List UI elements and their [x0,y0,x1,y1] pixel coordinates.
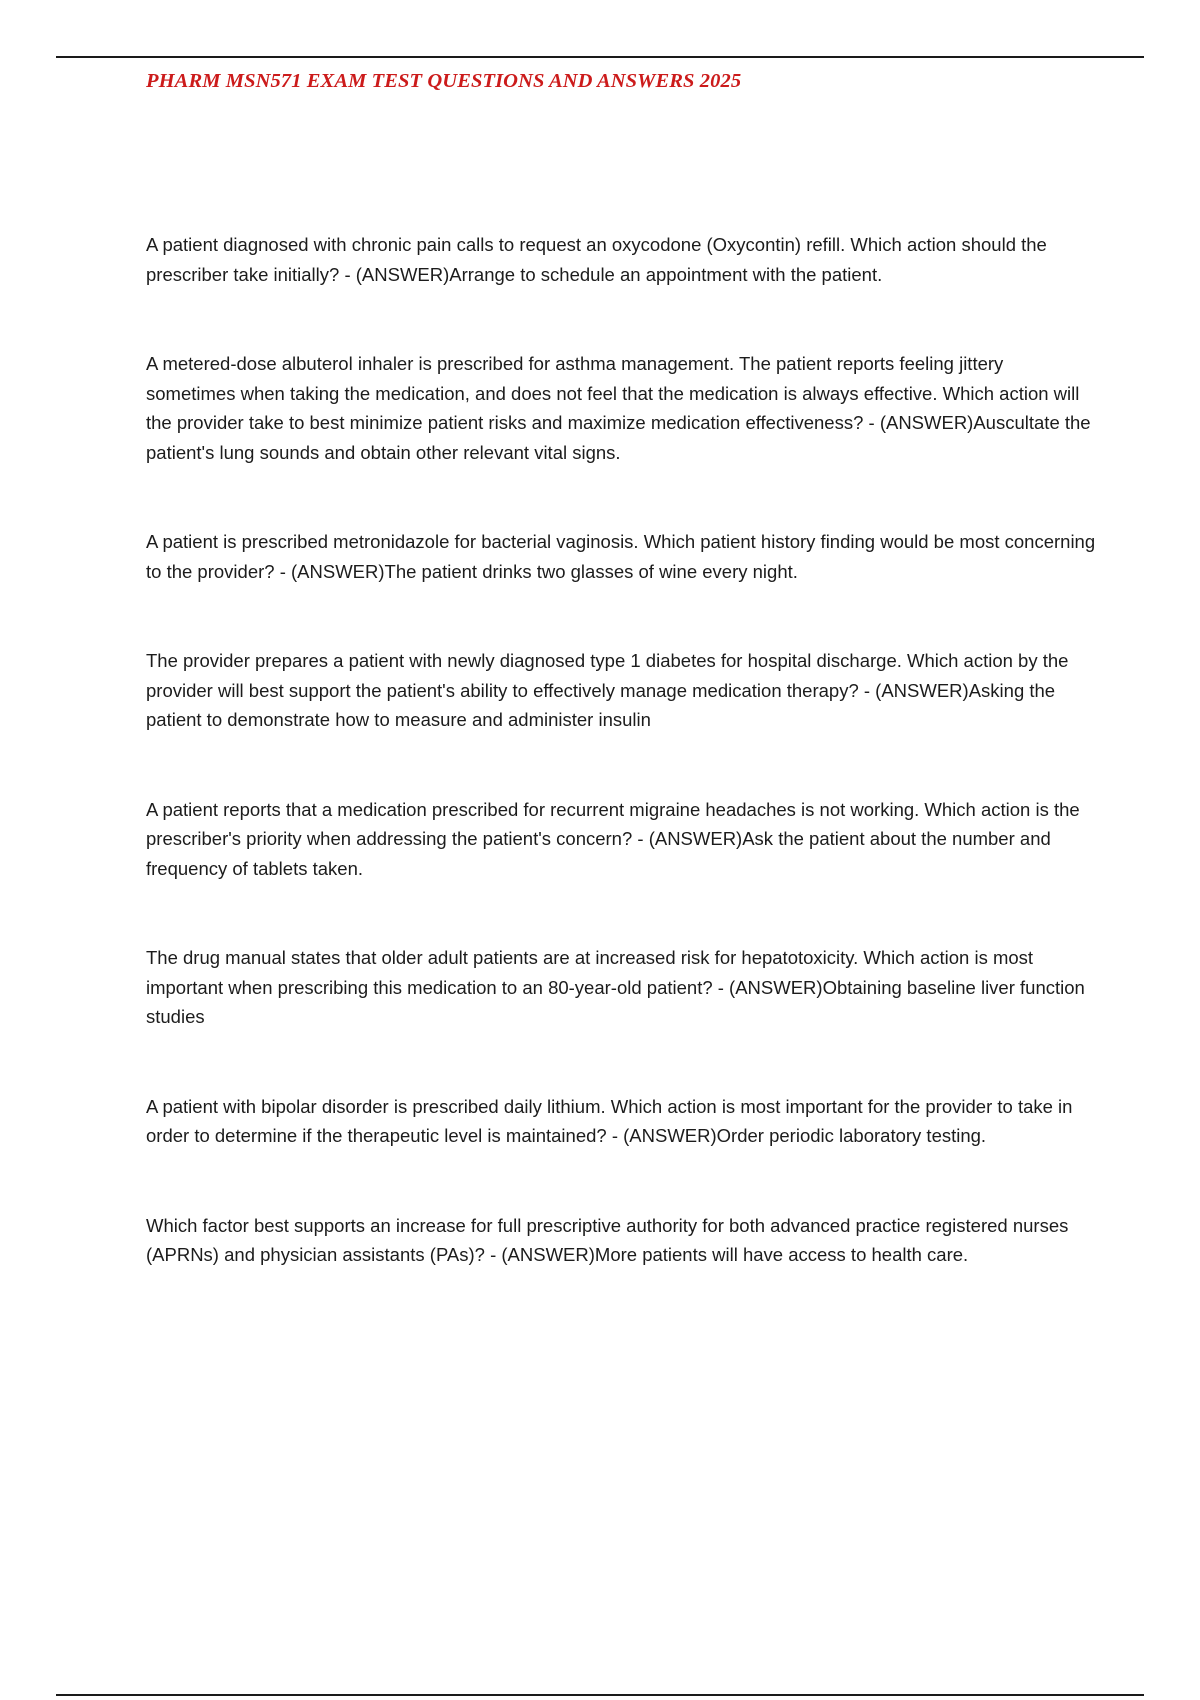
qa-item: Which factor best supports an increase for full prescriptive authority for both advanced practice registered nurses (APRNs) and physician assistants (PAs)? - (ANSWER)More patients will have access to health care. [146,1214,1069,1265]
qa-item: A patient with bipolar disorder is prescribed daily lithium. Which action is most important for the provider to take in order to determine if the therapeutic level is maintained? - (ANSWER)Order periodic laboratory testing. [146,1095,1073,1146]
document-title: PHARM MSN571 EXAM TEST QUESTIONS AND ANSWERS 2025 [146,70,742,92]
footer-rule [56,1694,1144,1696]
qa-list [146,230,1096,1330]
qa-item: A patient reports that a medication prescribed for recurrent migraine headaches is not working. Which action is the prescriber's priority when addressing the patient's concern? - (ANSWER)Ask the patient about the number and frequency of tablets taken. [146,798,1080,879]
qa-item: A patient is prescribed metronidazole for bacterial vaginosis. Which patient history finding would be most concerning to the provider? - (ANSWER)The patient drinks two glasses of wine every night. [146,531,1096,582]
qa-item: The provider prepares a patient with newly diagnosed type 1 diabetes for hospital discharge. Which action by the provider will best support the patient's ability to effectively manage medication therapy? - (ANSWER)Asking the patient to demonstrate how to measure and administer insulin [146,650,1069,730]
qa-item: A patient diagnosed with chronic pain calls to request an oxycodone (Oxycontin) refill. Which action should the prescriber take initially? - (ANSWER)Arrange to schedule an appointment with the patient. [146,234,1047,285]
qa-item: A metered-dose albuterol inhaler is prescribed for asthma management. The patient reports feeling jittery sometimes when taking the medication, and does not feel that the medication is always effective. Which action will the provider take to best minimize patient risks and maximize medication effectiveness? - (ANSWER)Auscultate the patient's lung sounds and obtain other relevant vital signs. [146,353,1091,463]
qa-item: The drug manual states that older adult patients are at increased risk for hepatotoxicity. Which action is most important when prescribing this medication to an 80-year-old patient? - (ANSWER)Obtaining baseline liver function studies [146,947,1085,1027]
header-rule [56,56,1144,58]
